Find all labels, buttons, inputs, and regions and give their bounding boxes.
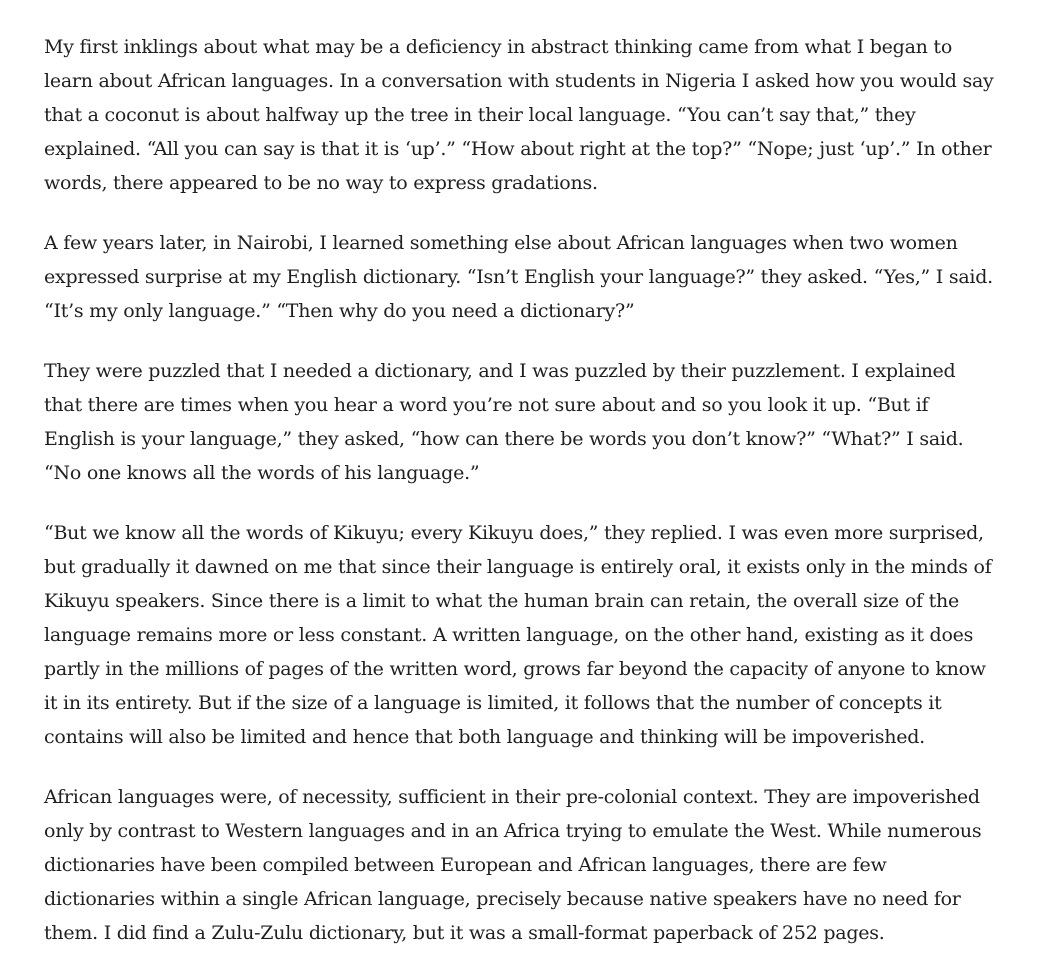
paragraph-1: My first inklings about what may be a deficiency in abstract thinking came from what I began to learn about African languages. In a conversation with students in Nigeria I asked how you would say that a coconut is about halfway up the tree in their local language. “You can’t say that,” they explained. “All you can say is that it is ‘up’.” “How about right at the top?” “Nope; just ‘up’.” In other words, there appeared to be no way to express gradations. <box>44 36 994 194</box>
paragraph-2: A few years later, in Nairobi, I learned something else about African languages when two women expressed surprise at my English dictionary. “Isn’t English your language?” they asked. “Yes,” I said. “It’s my only language.” “Then why do you need a dictionary?” <box>44 232 993 322</box>
paragraph-5: African languages were, of necessity, sufficient in their pre-colonial context. They are impoverished only by contrast to Western languages and in an Africa trying to emulate the West. While numerous dictionaries have been compiled between European and African languages, there are few dictionaries within a single African language, precisely because native speakers have no need for them. I did find a Zulu-Zulu dictionary, but it was a small-format paperback of 252 pages. <box>44 786 982 944</box>
paragraph-3: They were puzzled that I needed a dictionary, and I was puzzled by their puzzlement. I explained that there are times when you hear a word you’re not sure about and so you look it up. “But if English is your language,” they asked, “how can there be words you don’t know?” “What?” I said. “No one knows all the words of his language.” <box>44 360 964 484</box>
paragraph-4: “But we know all the words of Kikuyu; every Kikuyu does,” they replied. I was even more surprised, but gradually it dawned on me that since their language is entirely oral, it exists only in the minds of Kikuyu speakers. Since there is a limit to what the human brain can retain, the overall size of the language remains more or less constant. A written language, on the other hand, existing as it does partly in the millions of pages of the written word, grows far beyond the capacity of anyone to know it in its entirety. But if the size of a language is limited, it follows that the number of concepts it contains will also be limited and hence that both language and thinking will be impoverished. <box>44 522 992 748</box>
article-body <box>44 30 994 976</box>
